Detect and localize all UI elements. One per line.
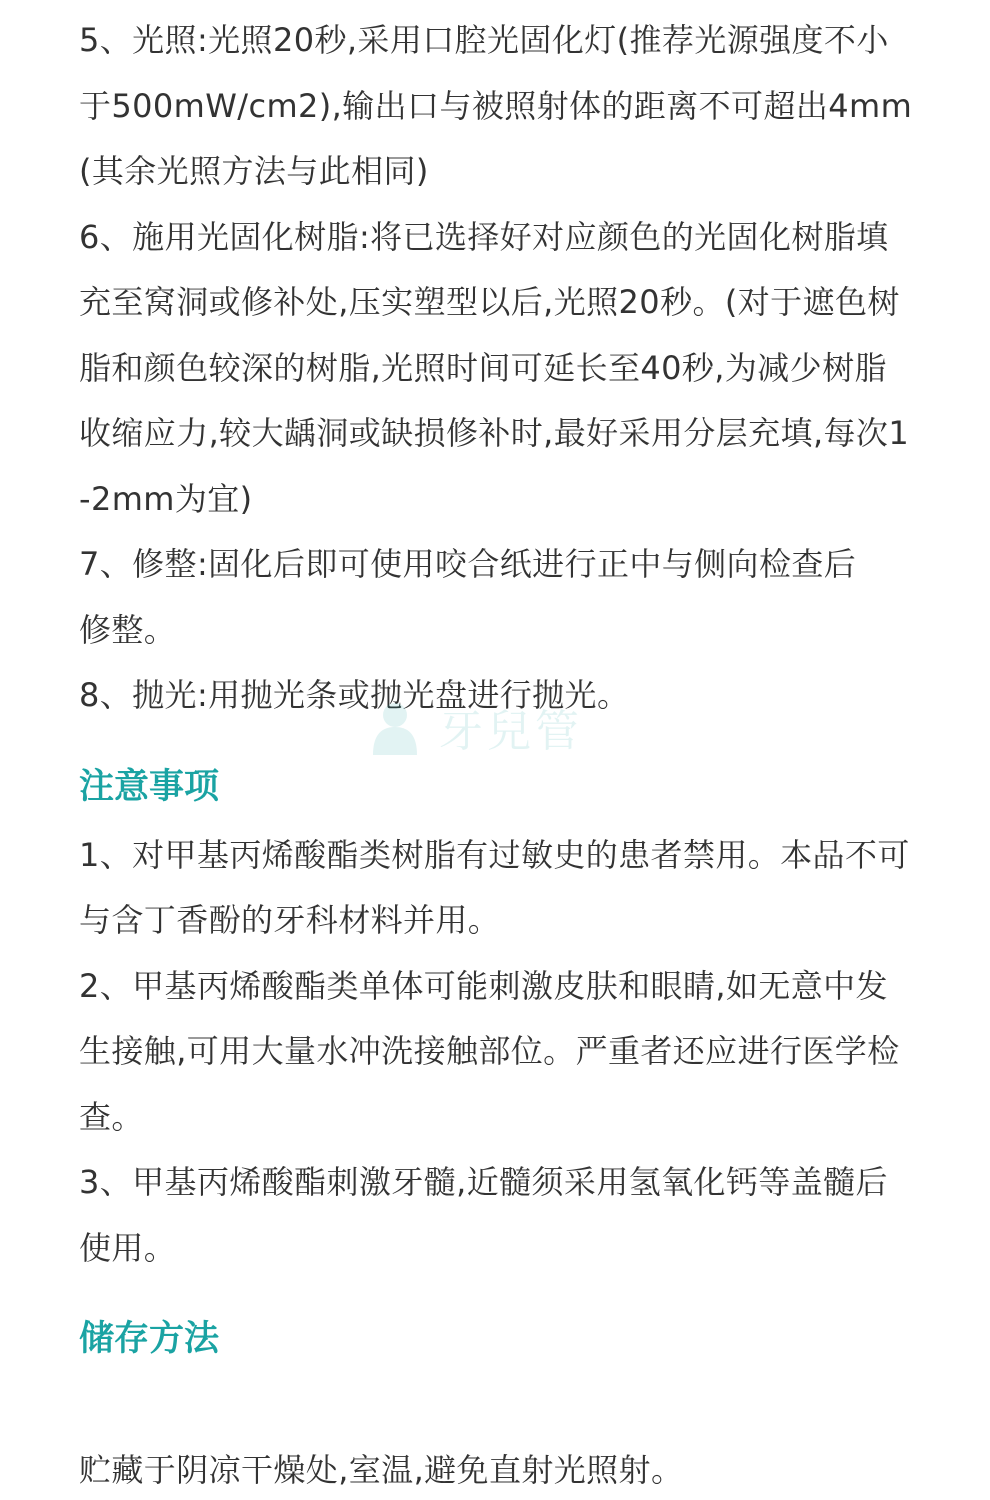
step-7-continued: 修整。 — [79, 610, 177, 649]
notes-heading: 注意事项 — [79, 766, 220, 807]
step-7: 7、修整:固化后即可使用咬合纸进行正中与侧向检查后 — [79, 545, 857, 583]
step-8: 8、抛光:用抛光条或抛光盘进行抛光。 — [79, 676, 630, 714]
note-3: 3、甲基丙烯酸酯刺激牙髓,近髓须采用氢氧化钙等盖髓后使用。 — [79, 1163, 888, 1267]
storage-heading: 储存方法 — [79, 1319, 220, 1359]
storage-text: 贮藏于阴凉干燥处,室温,避免直射光照射。 — [79, 1451, 684, 1489]
step-6: 6、施用光固化树脂:将已选择好对应颜色的光固化树脂填充至窝洞或修补处,压实塑型以后,光照20秒。(对于遮色树脂和颜色较深的树脂,光照时间可延长至40秒,为减少树脂收缩应力,较大龋洞或缺损修补时,最好采用分层充填,每次1-2mm为宜) — [79, 217, 910, 518]
note-2: 2、甲基丙烯酸酯类单体可能刺激皮肤和眼睛,如无意中发生接触,可用大量水冲洗接触部位。严重者还应进行医学检查。 — [79, 966, 900, 1136]
document-body — [79, 8, 919, 1375]
step-5: 5、光照:光照20秒,采用口腔光固化灯(推荐光源强度不小于500mW/cm2),输出口与被照射体的距离不可超出4mm(其余光照方法与此相同) — [79, 21, 913, 190]
note-1: 1、对甲基丙烯酸酯类树脂有过敏史的患者禁用。本品不可与含丁香酚的牙科材料并用。 — [79, 835, 910, 939]
watermark-text: 牙兒管 — [439, 706, 583, 757]
